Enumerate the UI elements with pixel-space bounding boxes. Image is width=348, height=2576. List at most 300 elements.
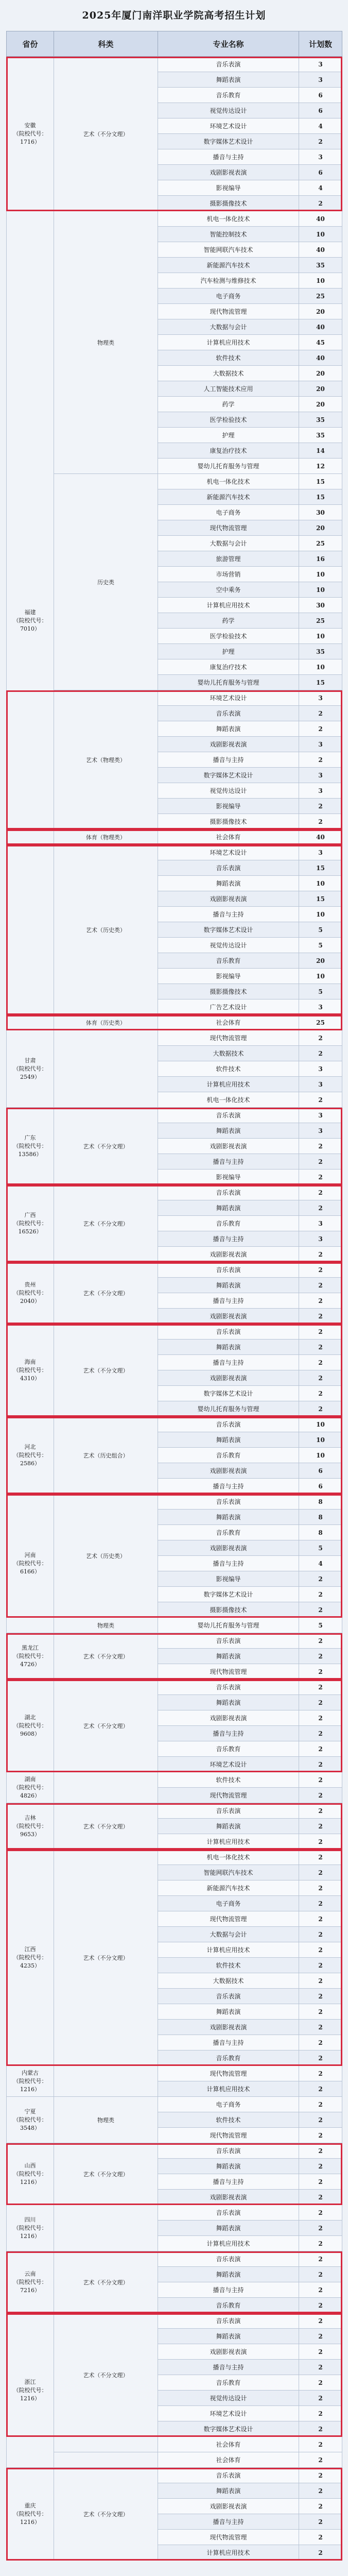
major-cell: 播音与主持 (158, 1556, 299, 1571)
table-row (7, 2437, 342, 2452)
plan-count-cell: 2 (299, 1989, 342, 2004)
plan-count-cell: 2 (299, 1200, 342, 1216)
plan-count-cell: 2 (299, 2143, 342, 2159)
plan-count-cell: 2 (299, 1772, 342, 1788)
province-cell: 湖北 （院校代号：9608） (7, 1680, 54, 1772)
major-cell: 计算机应用技术 (158, 2545, 299, 2561)
major-cell: 婴幼儿托育服务与管理 (158, 675, 299, 690)
plan-count-cell: 20 (299, 366, 342, 381)
major-cell: 视觉传达设计 (158, 2391, 299, 2406)
plan-count-cell: 10 (299, 659, 342, 675)
plan-count-cell: 2 (299, 2421, 342, 2437)
major-cell: 电子商务 (158, 289, 299, 304)
plan-count-cell: 2 (299, 1880, 342, 1896)
major-cell: 社会体育 (158, 1015, 299, 1030)
header-plan-count: 计划数 (299, 31, 342, 57)
subject-cell: 艺术（不分文理） (54, 1324, 158, 1417)
plan-count-cell: 8 (299, 1525, 342, 1540)
plan-count-cell: 6 (299, 103, 342, 118)
table-row (7, 1108, 342, 1123)
table-row (7, 2468, 342, 2483)
major-cell: 现代物流管理 (158, 2530, 299, 2545)
plan-count-cell: 2 (299, 2360, 342, 2375)
plan-count-cell: 2 (299, 1819, 342, 1834)
plan-count-cell: 3 (299, 1231, 342, 1247)
major-cell: 戏剧影视表演 (158, 891, 299, 907)
plan-count-cell: 15 (299, 474, 342, 489)
table-row (7, 690, 342, 706)
major-cell: 康复治疗技术 (158, 443, 299, 459)
province-cell: 四川 （院校代号：1216） (7, 2205, 54, 2251)
major-cell: 戏剧影视表演 (158, 2499, 299, 2514)
plan-count-cell: 3 (299, 737, 342, 752)
major-cell: 大数据技术 (158, 1973, 299, 1989)
subject-cell: 历史类 (54, 474, 158, 690)
plan-count-cell: 5 (299, 1618, 342, 1633)
major-cell: 社会体育 (158, 2452, 299, 2468)
major-cell: 音乐表演 (158, 1494, 299, 1510)
plan-count-cell: 10 (299, 907, 342, 922)
plan-count-cell: 35 (299, 412, 342, 428)
table-body (7, 57, 342, 2561)
major-cell: 现代物流管理 (158, 1788, 299, 1803)
plan-count-cell: 2 (299, 2221, 342, 2236)
major-cell: 智能控制技术 (158, 227, 299, 242)
major-cell: 新能源汽车技术 (158, 258, 299, 273)
plan-count-cell: 10 (299, 1448, 342, 1463)
province-cell: 河南 （院校代号：6166） (7, 1494, 54, 1633)
plan-count-cell: 3 (299, 57, 342, 72)
major-cell: 社会体育 (158, 2437, 299, 2452)
major-cell: 机电一体化技术 (158, 1850, 299, 1865)
major-cell: 音乐表演 (158, 1185, 299, 1200)
major-cell: 播音与主持 (158, 2035, 299, 2050)
major-cell: 音乐表演 (158, 1680, 299, 1695)
major-cell: 软件技术 (158, 1772, 299, 1788)
plan-count-cell: 40 (299, 211, 342, 227)
plan-count-cell: 2 (299, 1726, 342, 1741)
major-cell: 计算机应用技术 (158, 2081, 299, 2097)
table-row (7, 2205, 342, 2221)
plan-count-cell: 2 (299, 134, 342, 149)
table-row (7, 1324, 342, 1340)
major-cell: 汽车检测与维修技术 (158, 273, 299, 289)
plan-count-cell: 2 (299, 1602, 342, 1618)
plan-count-cell: 5 (299, 938, 342, 953)
plan-count-cell: 15 (299, 860, 342, 876)
table-row (7, 211, 342, 227)
plan-count-cell: 5 (299, 922, 342, 938)
major-cell: 环境艺术设计 (158, 118, 299, 134)
plan-count-cell: 3 (299, 768, 342, 783)
major-cell: 播音与主持 (158, 1293, 299, 1309)
province-cell: 浙江 （院校代号：1216） (7, 2313, 54, 2468)
subject-cell: 艺术（不分文理） (54, 2251, 158, 2313)
major-cell: 视觉传达设计 (158, 103, 299, 118)
major-cell: 戏剧影视表演 (158, 2020, 299, 2035)
province-cell: 广西 （院校代号：16526） (7, 1185, 54, 1262)
province-cell: 吉林 （院校代号：9653） (7, 1803, 54, 1850)
province-cell: 贵州 （院校代号：2040） (7, 1262, 54, 1324)
table-row (7, 2066, 342, 2081)
major-cell: 舞蹈表演 (158, 2483, 299, 2499)
subject-cell: 艺术（不分文理） (54, 2468, 158, 2561)
plan-count-cell: 6 (299, 1463, 342, 1479)
plan-count-cell: 2 (299, 2530, 342, 2545)
plan-count-cell: 5 (299, 1540, 342, 1556)
plan-count-cell: 16 (299, 551, 342, 567)
major-cell: 医学检验技术 (158, 629, 299, 644)
major-cell: 计算机应用技术 (158, 1942, 299, 1958)
plan-count-cell: 3 (299, 690, 342, 706)
major-cell: 影视编导 (158, 1170, 299, 1185)
major-cell: 音乐教育 (158, 88, 299, 103)
province-cell: 内蒙古 （院校代号：1216） (7, 2066, 54, 2097)
major-cell: 播音与主持 (158, 907, 299, 922)
plan-count-cell: 2 (299, 2375, 342, 2391)
plan-count-cell: 4 (299, 180, 342, 196)
province-cell: 黑龙江 （院校代号：4726） (7, 1633, 54, 1680)
major-cell: 婴幼儿托育服务与管理 (158, 459, 299, 474)
subject-cell: 艺术（不分文理） (54, 1850, 158, 2066)
plan-count-cell: 20 (299, 304, 342, 319)
major-cell: 舞蹈表演 (158, 1200, 299, 1216)
major-cell: 现代物流管理 (158, 2066, 299, 2081)
subject-cell: 艺术（不分文理） (54, 57, 158, 211)
header-major: 专业名称 (158, 31, 299, 57)
plan-count-cell: 2 (299, 1293, 342, 1309)
plan-count-cell: 25 (299, 289, 342, 304)
plan-count-cell: 6 (299, 1479, 342, 1494)
table-row (7, 1633, 342, 1649)
major-cell: 空中乘务 (158, 582, 299, 598)
plan-count-cell: 2 (299, 1958, 342, 1973)
major-cell: 音乐教育 (158, 2050, 299, 2066)
subject-cell: 体育（历史类） (54, 1015, 158, 1030)
plan-count-cell: 3 (299, 1077, 342, 1092)
major-cell: 舞蹈表演 (158, 72, 299, 88)
major-cell: 影视编导 (158, 180, 299, 196)
plan-count-cell: 10 (299, 582, 342, 598)
table-row (7, 1850, 342, 1865)
province-cell: 甘肃 （院校代号：2549） (7, 1030, 54, 1108)
major-cell: 摄影摄像技术 (158, 196, 299, 211)
major-cell: 舞蹈表演 (158, 2267, 299, 2282)
plan-count-cell: 2 (299, 1757, 342, 1772)
plan-count-cell: 15 (299, 489, 342, 505)
plan-count-cell: 10 (299, 876, 342, 891)
plan-count-cell: 2 (299, 2112, 342, 2128)
major-cell: 音乐教育 (158, 2375, 299, 2391)
subject-cell: 艺术（不分文理） (54, 1803, 158, 1850)
major-cell: 音乐教育 (158, 1741, 299, 1757)
table-row (7, 1015, 342, 1030)
plan-count-cell: 8 (299, 1510, 342, 1525)
plan-count-cell: 2 (299, 2236, 342, 2251)
plan-count-cell: 2 (299, 1154, 342, 1170)
table-row (7, 1030, 342, 1046)
subject-cell: 物理类 (54, 2097, 158, 2143)
major-cell: 播音与主持 (158, 1726, 299, 1741)
major-cell: 摄影摄像技术 (158, 814, 299, 829)
major-cell: 播音与主持 (158, 2514, 299, 2530)
plan-count-cell: 6 (299, 88, 342, 103)
plan-count-cell: 2 (299, 1278, 342, 1293)
major-cell: 音乐表演 (158, 2143, 299, 2159)
subject-cell: 艺术（不分文理） (54, 1633, 158, 1680)
plan-count-cell: 2 (299, 1710, 342, 1726)
major-cell: 舞蹈表演 (158, 1278, 299, 1293)
plan-count-cell: 3 (299, 999, 342, 1015)
major-cell: 戏剧影视表演 (158, 1139, 299, 1154)
major-cell: 播音与主持 (158, 2174, 299, 2190)
major-cell: 播音与主持 (158, 1154, 299, 1170)
subject-cell (54, 2452, 158, 2468)
plan-count-cell: 2 (299, 1695, 342, 1710)
plan-count-cell: 2 (299, 2081, 342, 2097)
major-cell: 影视编导 (158, 969, 299, 984)
major-cell: 戏剧影视表演 (158, 737, 299, 752)
plan-count-cell: 2 (299, 1850, 342, 1865)
plan-count-cell: 25 (299, 1015, 342, 1030)
plan-count-cell: 10 (299, 629, 342, 644)
major-cell: 软件技术 (158, 2112, 299, 2128)
plan-count-cell: 2 (299, 1649, 342, 1664)
major-cell: 现代物流管理 (158, 520, 299, 536)
table-row (7, 1772, 342, 1788)
subject-cell: 艺术（历史类） (54, 845, 158, 1015)
major-cell: 舞蹈表演 (158, 2159, 299, 2174)
plan-count-cell: 20 (299, 397, 342, 412)
major-cell: 环境艺术设计 (158, 845, 299, 860)
major-cell: 大数据与会计 (158, 1927, 299, 1942)
major-cell: 摄影摄像技术 (158, 1602, 299, 1618)
table-row (7, 2251, 342, 2267)
major-cell: 软件技术 (158, 1061, 299, 1077)
province-cell: 福建 （院校代号：7010） (7, 211, 54, 1030)
plan-count-cell: 2 (299, 2282, 342, 2298)
plan-count-cell: 2 (299, 196, 342, 211)
major-cell: 播音与主持 (158, 1479, 299, 1494)
plan-count-cell: 3 (299, 1216, 342, 1231)
plan-count-cell: 2 (299, 1911, 342, 1927)
plan-count-cell: 6 (299, 165, 342, 180)
table-row (7, 1680, 342, 1695)
plan-count-cell: 2 (299, 1741, 342, 1757)
plan-count-cell: 2 (299, 2545, 342, 2561)
major-cell: 音乐表演 (158, 1324, 299, 1340)
major-cell: 音乐教育 (158, 1216, 299, 1231)
plan-count-cell: 2 (299, 1788, 342, 1803)
table-row (7, 57, 342, 72)
major-cell: 舞蹈表演 (158, 1510, 299, 1525)
major-cell: 舞蹈表演 (158, 1819, 299, 1834)
subject-cell (54, 2066, 158, 2097)
table-row (7, 2313, 342, 2329)
major-cell: 现代物流管理 (158, 1664, 299, 1680)
plan-count-cell: 10 (299, 273, 342, 289)
plan-count-cell: 2 (299, 2097, 342, 2112)
plan-count-cell: 2 (299, 2313, 342, 2329)
plan-count-cell: 10 (299, 1417, 342, 1432)
plan-count-cell: 45 (299, 335, 342, 350)
plan-count-cell: 2 (299, 2298, 342, 2313)
major-cell: 音乐表演 (158, 57, 299, 72)
subject-cell: 体育（物理类） (54, 829, 158, 845)
plan-count-cell: 15 (299, 891, 342, 907)
plan-count-cell: 10 (299, 227, 342, 242)
plan-count-cell: 2 (299, 2483, 342, 2499)
plan-count-cell: 30 (299, 598, 342, 613)
province-cell: 河北 （院校代号：2586） (7, 1417, 54, 1494)
plan-count-cell: 2 (299, 2406, 342, 2421)
plan-count-cell: 2 (299, 2159, 342, 2174)
major-cell: 市场营销 (158, 567, 299, 582)
plan-count-cell: 35 (299, 644, 342, 659)
plan-count-cell: 2 (299, 2344, 342, 2360)
table-row (7, 845, 342, 860)
plan-count-cell: 2 (299, 1896, 342, 1911)
major-cell: 大数据与会计 (158, 536, 299, 551)
table-row (7, 1417, 342, 1432)
major-cell: 机电一体化技术 (158, 211, 299, 227)
major-cell: 环境艺术设计 (158, 2406, 299, 2421)
plan-count-cell: 3 (299, 1108, 342, 1123)
plan-count-cell: 2 (299, 1139, 342, 1154)
plan-count-cell: 4 (299, 1556, 342, 1571)
plan-count-cell: 2 (299, 1973, 342, 1989)
major-cell: 戏剧影视表演 (158, 1540, 299, 1556)
table-row (7, 2452, 342, 2468)
plan-count-cell: 2 (299, 1664, 342, 1680)
province-cell: 重庆 （院校代号：1216） (7, 2468, 54, 2561)
major-cell: 舞蹈表演 (158, 721, 299, 737)
major-cell: 戏剧影视表演 (158, 2190, 299, 2205)
major-cell: 计算机应用技术 (158, 335, 299, 350)
province-cell: 江西 （院校代号：4235） (7, 1850, 54, 2066)
major-cell: 环境艺术设计 (158, 1757, 299, 1772)
major-cell: 播音与主持 (158, 752, 299, 768)
table-row (7, 829, 342, 845)
major-cell: 音乐表演 (158, 2205, 299, 2221)
major-cell: 大数据与会计 (158, 319, 299, 335)
major-cell: 音乐教育 (158, 953, 299, 969)
major-cell: 视觉传达设计 (158, 938, 299, 953)
major-cell: 药学 (158, 397, 299, 412)
plan-count-cell: 2 (299, 2452, 342, 2468)
plan-count-cell: 2 (299, 721, 342, 737)
subject-cell: 艺术（不分文理） (54, 1262, 158, 1324)
major-cell: 音乐表演 (158, 2313, 299, 2329)
plan-count-cell: 2 (299, 2251, 342, 2267)
subject-cell: 艺术（历史类） (54, 1494, 158, 1618)
plan-count-cell: 10 (299, 567, 342, 582)
major-cell: 数字媒体艺术设计 (158, 134, 299, 149)
plan-count-cell: 2 (299, 2004, 342, 2020)
plan-count-cell: 40 (299, 350, 342, 366)
plan-count-cell: 2 (299, 1355, 342, 1370)
plan-count-cell: 2 (299, 1587, 342, 1602)
major-cell: 戏剧影视表演 (158, 165, 299, 180)
subject-cell: 艺术（不分文理） (54, 2313, 158, 2437)
subject-cell: 物理类 (54, 211, 158, 474)
major-cell: 影视编导 (158, 1571, 299, 1587)
major-cell: 旅游管理 (158, 551, 299, 567)
major-cell: 药学 (158, 613, 299, 629)
major-cell: 新能源汽车技术 (158, 1880, 299, 1896)
plan-count-cell: 2 (299, 1401, 342, 1417)
plan-count-cell: 20 (299, 520, 342, 536)
major-cell: 现代物流管理 (158, 304, 299, 319)
plan-count-cell: 15 (299, 675, 342, 690)
plan-count-cell: 20 (299, 953, 342, 969)
table-row (7, 2097, 342, 2112)
plan-count-cell: 35 (299, 258, 342, 273)
table-header-row (7, 31, 342, 57)
plan-count-cell: 20 (299, 381, 342, 397)
table-row (7, 1185, 342, 1200)
plan-count-cell: 2 (299, 1046, 342, 1061)
major-cell: 人工智能技术应用 (158, 381, 299, 397)
plan-count-cell: 2 (299, 1927, 342, 1942)
table-row (7, 1262, 342, 1278)
plan-count-cell: 2 (299, 1633, 342, 1649)
major-cell: 播音与主持 (158, 2282, 299, 2298)
plan-count-cell: 2 (299, 2391, 342, 2406)
table-row (7, 474, 342, 489)
table-row (7, 1803, 342, 1819)
major-cell: 播音与主持 (158, 1231, 299, 1247)
plan-count-cell: 2 (299, 2020, 342, 2035)
major-cell: 戏剧影视表演 (158, 1309, 299, 1324)
plan-count-cell: 3 (299, 845, 342, 860)
major-cell: 医学检验技术 (158, 412, 299, 428)
major-cell: 新能源汽车技术 (158, 489, 299, 505)
major-cell: 舞蹈表演 (158, 1432, 299, 1448)
major-cell: 数字媒体艺术设计 (158, 2421, 299, 2437)
subject-cell (54, 2437, 158, 2452)
plan-count-cell: 2 (299, 2468, 342, 2483)
major-cell: 播音与主持 (158, 1355, 299, 1370)
major-cell: 康复治疗技术 (158, 659, 299, 675)
plan-count-cell: 2 (299, 2190, 342, 2205)
plan-count-cell: 2 (299, 2066, 342, 2081)
subject-cell: 艺术（不分文理） (54, 1185, 158, 1262)
province-cell: 海南 （院校代号：4310） (7, 1324, 54, 1417)
plan-count-cell: 30 (299, 505, 342, 520)
plan-count-cell: 3 (299, 72, 342, 88)
major-cell: 音乐表演 (158, 1633, 299, 1649)
plan-count-cell: 40 (299, 319, 342, 335)
plan-count-cell: 2 (299, 2128, 342, 2143)
header-subject: 科类 (54, 31, 158, 57)
plan-count-cell: 2 (299, 1185, 342, 1200)
plan-count-cell: 2 (299, 2050, 342, 2066)
major-cell: 电子商务 (158, 1896, 299, 1911)
major-cell: 机电一体化技术 (158, 474, 299, 489)
province-cell: 广东 （院校代号：13586） (7, 1108, 54, 1185)
major-cell: 计算机应用技术 (158, 598, 299, 613)
major-cell: 音乐表演 (158, 1108, 299, 1123)
plan-count-cell: 3 (299, 149, 342, 165)
plan-count-cell: 2 (299, 2267, 342, 2282)
major-cell: 数字媒体艺术设计 (158, 768, 299, 783)
plan-count-cell: 3 (299, 1061, 342, 1077)
major-cell: 护理 (158, 428, 299, 443)
plan-count-cell: 14 (299, 443, 342, 459)
plan-count-cell: 2 (299, 1370, 342, 1386)
major-cell: 音乐表演 (158, 1417, 299, 1432)
